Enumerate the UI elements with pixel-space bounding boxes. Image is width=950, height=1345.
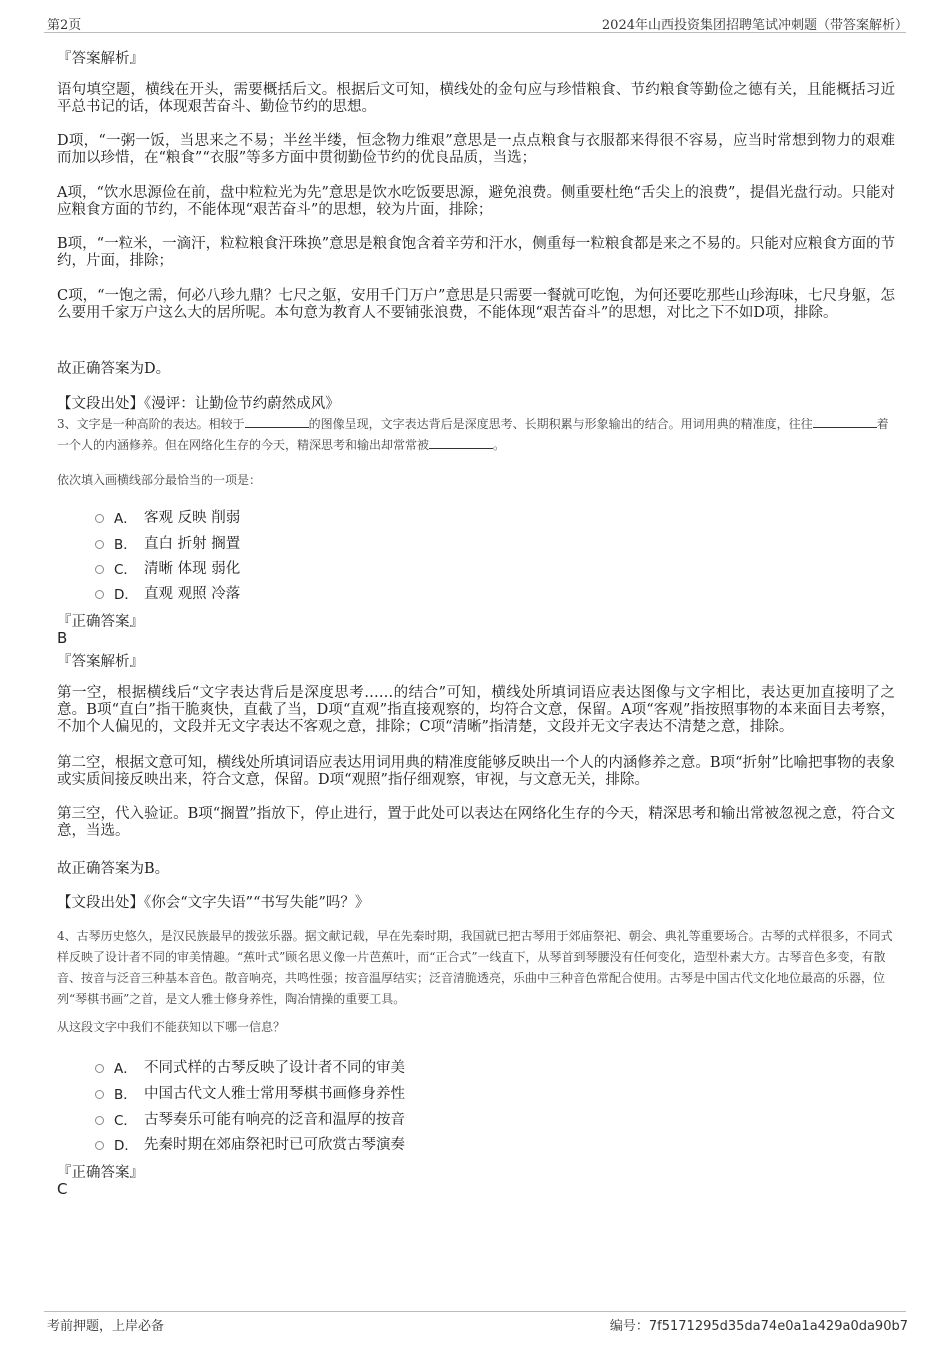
q2-analysis-p4: B项，“一粒米，一滴汗，粒粒粮食汗珠换”意思是粮食饱含着辛劳和汗水，侧重每一粒粮食都是来之不易的。只能对应粮食方面的节约，片面，排除； [57, 236, 895, 269]
q3-analysis-label: 『答案解析』 [57, 654, 144, 670]
q4-option-a-text: 不同式样的古琴反映了设计者不同的审美 [144, 1060, 405, 1076]
q3-stem-part-4: 。 [493, 438, 506, 452]
document-title: 2024年山西投资集团招聘笔试冲刺题（带答案解析） [601, 18, 908, 33]
q3-blank-3 [429, 435, 493, 449]
q3-stem [57, 414, 899, 456]
q3-option-a-text: 客观 反映 削弱 [144, 510, 241, 526]
radio-icon[interactable] [95, 514, 104, 523]
q3-blank-2 [813, 414, 877, 428]
q4-answer-label: 『正确答案』 [57, 1165, 144, 1181]
q4-prompt: 从这段文字中我们不能获知以下哪一信息？ [57, 1020, 286, 1034]
q3-option-b-text: 直白 折射 搁置 [144, 536, 241, 552]
radio-icon[interactable] [95, 1116, 104, 1125]
q3-option-b-letter: B． [114, 536, 137, 553]
footer-divider [44, 1311, 906, 1312]
q4-option-d[interactable] [95, 1133, 405, 1154]
q4-option-c-text: 古琴奏乐可能有响亮的泛音和温厚的按音 [144, 1112, 405, 1128]
q3-option-b[interactable] [95, 532, 240, 553]
q4-option-a[interactable] [95, 1056, 405, 1077]
radio-icon[interactable] [95, 1090, 104, 1099]
q2-analysis-p3: A项，“饮水思源俭在前，盘中粒粒光为先”意思是饮水吃饭要思源，避免浪费。侧重要杜绝“舌尖上的浪费”，提倡光盘行动。只能对应粮食方面的节约，不能体现“艰苦奋斗”的思想，较为片面，排除； [57, 185, 895, 218]
q4-option-b-text: 中国古代文人雅士常用琴棋书画修身养性 [144, 1086, 405, 1102]
footer-slogan: 考前押题，上岸必备 [47, 1319, 165, 1334]
q4-stem: 4、古琴历史悠久，是汉民族最早的拨弦乐器。据文献记载，早在先秦时期，我国就已把古琴用于郊庙祭祀、朝会、典礼等重要场合。古琴的式样很多，不同式样反映了设计者不同的审美情趣。“蕉叶式”顾名思义像一片芭蕉叶，而“正合式”一线直下，从琴首到琴腰没有任何变化，造型朴素大方。古琴音色多变，有散音、按音与泛音三种基本音色。散音响亮，共鸣性强；按音温厚结实；泛音清脆透亮，乐曲中三种音色常配合使用。古琴是中国古代文化地位最高的乐器，位列“琴棋书画”之首，是文人雅士修身养性，陶冶情操的重要工具。 [57, 929, 893, 1006]
q3-analysis-p2: 第二空，根据文意可知，横线处所填词语应表达用词用典的精准度能够反映出一个人的内涵修养之意。B项“折射”比喻把事物的表象或实质间接反映出来，符合文意，保留。D项“观照”指仔细观察，审视，与文意无关，排除。 [57, 755, 895, 788]
q4-option-c[interactable] [95, 1108, 405, 1129]
q3-option-a-letter: A． [114, 510, 137, 527]
radio-icon[interactable] [95, 565, 104, 574]
q4-option-b-letter: B． [114, 1086, 137, 1103]
q3-stem-part-3: 着一个人的内涵修养。但在网络化生存的今天，精深思考和输出却常常被 [57, 417, 889, 452]
q3-blank-1 [245, 414, 309, 428]
q2-conclusion: 故正确答案为D。 [57, 361, 171, 377]
document-id-value: 7f5171295d35da74e0a1a429a0da90b7 [648, 1319, 908, 1334]
q3-option-d-text: 直观 观照 冷落 [144, 586, 241, 602]
q3-stem-part-1: 3、文字是一种高阶的表达。相较于 [57, 417, 245, 431]
q3-stem-part-2: 的图像呈现，文字表达背后是深度思考、长期积累与形象输出的结合。用词用典的精准度，往往 [308, 417, 813, 431]
q4-option-d-letter: D． [114, 1137, 138, 1154]
radio-icon[interactable] [95, 1064, 104, 1073]
q3-conclusion: 故正确答案为B。 [57, 861, 170, 877]
radio-icon[interactable] [95, 1141, 104, 1150]
q2-analysis-p2: D项，“一粥一饭，当思来之不易；半丝半缕，恒念物力维艰”意思是一点点粮食与衣服都来得很不容易，应当时常想到物力的艰难而加以珍惜，在“粮食”“衣服”等多方面中贯彻勤俭节约的优良品质，当选； [57, 133, 895, 166]
header-divider [44, 32, 906, 33]
q4-option-d-text: 先秦时期在郊庙祭祀时已可欣赏古琴演奏 [144, 1137, 405, 1153]
q3-option-c-letter: C． [114, 561, 137, 578]
q3-source: 【文段出处】《你会“文字失语”“书写失能”吗？》 [57, 895, 370, 911]
document-id-label: 编号： [609, 1319, 649, 1334]
q3-answer-label: 『正确答案』 [57, 614, 144, 630]
q3-option-a[interactable] [95, 506, 240, 527]
q3-option-c-text: 清晰 体现 弱化 [144, 561, 241, 577]
document-id [610, 1315, 908, 1334]
q2-analysis-p5: C项，“一饱之需，何必八珍九鼎？七尺之躯，安用千门万户”意思是只需要一餐就可吃饱，为何还要吃那些山珍海味，七尺身躯，怎么要用千家万户这么大的居所呢。本句意为教育人不要铺张浪费，不能体现“艰苦奋斗”的思想，对比之下不如D项，排除。 [57, 288, 895, 321]
q4-option-a-letter: A． [114, 1060, 137, 1077]
q2-analysis-p1: 语句填空题，横线在开头，需要概括后文。根据后文可知，横线处的金句应与珍惜粮食、节约粮食等勤俭之德有关，且能概括习近平总书记的话，体现艰苦奋斗、勤俭节约的思想。 [57, 82, 895, 115]
q4-answer: C [57, 1180, 68, 1198]
q3-option-d-letter: D． [114, 586, 138, 603]
q3-analysis-p3: 第三空，代入验证。B项“搁置”指放下，停止进行，置于此处可以表达在网络化生存的今天，精深思考和输出常被忽视之意，符合文意，当选。 [57, 806, 895, 839]
radio-icon[interactable] [95, 540, 104, 549]
q2-analysis-label: 『答案解析』 [57, 51, 144, 67]
page-number: 第2页 [47, 18, 82, 33]
q2-source: 【文段出处】《漫评：让勤俭节约蔚然成风》 [57, 396, 340, 412]
q3-prompt: 依次填入画横线部分最恰当的一项是： [57, 473, 262, 487]
q3-option-d[interactable] [95, 582, 240, 603]
q3-analysis-p1: 第一空，根据横线后“文字表达背后是深度思考……的结合”可知，横线处所填词语应表达图像与文字相比，表达更加直接明了之意。B项“直白”指干脆爽快，直截了当，D项“直观”指直接观察的，均符合文意，保留。A项“客观”指按照事物的本来面目去考察，不加个人偏见的，文段并无文字表达不客观之意，排除；C项“清晰”指清楚，文段并无文字表达不清楚之意，排除。 [57, 685, 895, 735]
radio-icon[interactable] [95, 590, 104, 599]
q4-option-b[interactable] [95, 1082, 405, 1103]
q3-answer: B [57, 629, 68, 647]
q3-option-c[interactable] [95, 557, 240, 578]
q4-option-c-letter: C． [114, 1112, 137, 1129]
